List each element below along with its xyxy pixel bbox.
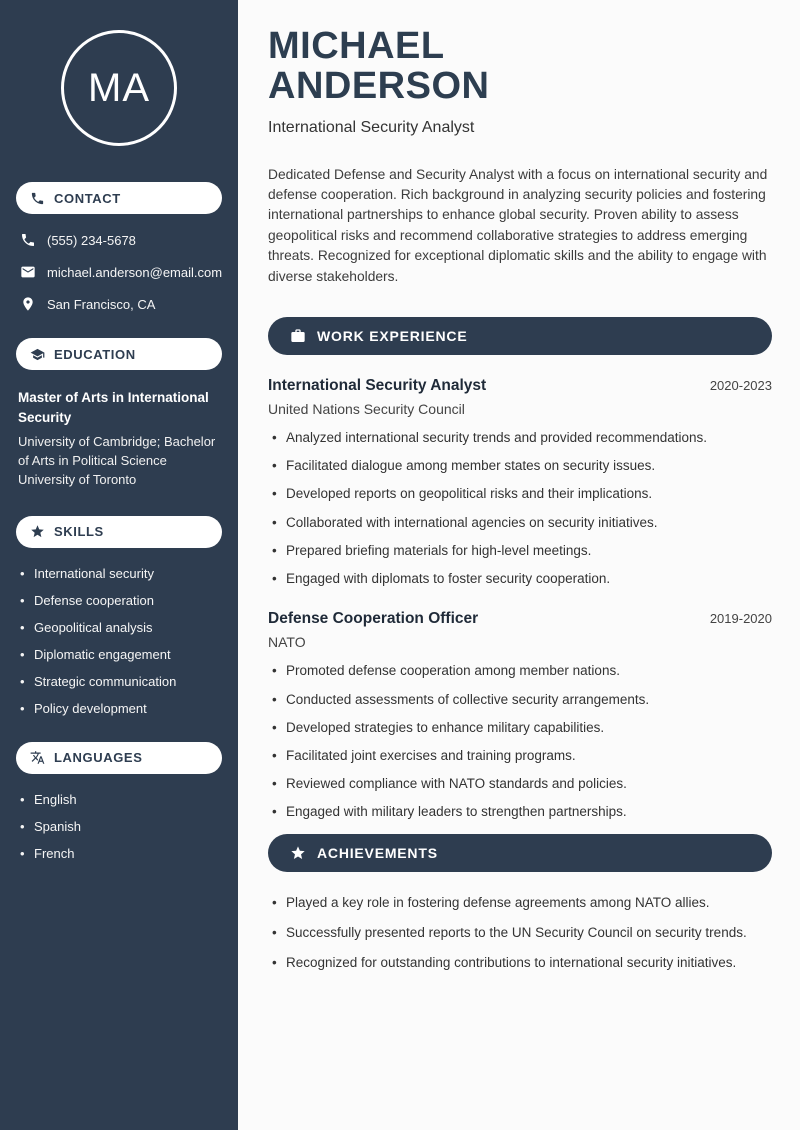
candidate-title: International Security Analyst xyxy=(268,118,475,136)
achievement-item: • Successfully presented reports to the UN Security Council on security trends. xyxy=(270,924,772,942)
skills-section-title: SKILLS xyxy=(54,524,104,540)
job-bullet: • Engaged with military leaders to strengthen partnerships. xyxy=(270,803,772,821)
education-school: University of Toronto xyxy=(18,471,137,487)
contact-phone-value: (555) 234-5678 xyxy=(47,232,136,248)
translate-icon xyxy=(30,750,45,765)
languages-section-title: LANGUAGES xyxy=(54,750,143,766)
education-degree: Master of Arts in International Security xyxy=(18,390,209,425)
job-bullet-list xyxy=(270,662,772,821)
work-experience-title: WORK EXPERIENCE xyxy=(317,327,468,344)
job-role: International Security Analyst xyxy=(268,376,487,394)
education-block xyxy=(18,388,222,490)
candidate-name-line2: ANDERSON xyxy=(268,65,490,108)
job-company: United Nations Security Council xyxy=(268,400,465,417)
language-item: • French xyxy=(20,846,222,861)
job-role: Defense Cooperation Officer xyxy=(268,610,479,628)
skills-section-header xyxy=(16,516,222,548)
phone-icon xyxy=(30,191,45,206)
job-dates: 2019-2020 xyxy=(709,611,772,627)
job-bullet: • Engaged with diplomats to foster security cooperation. xyxy=(270,570,772,588)
skills-list xyxy=(20,566,222,716)
achievement-item: • Played a key role in fostering defense agreements among NATO allies. xyxy=(270,894,772,912)
achievements-title: ACHIEVEMENTS xyxy=(317,844,438,861)
skill-item: • Geopolitical analysis xyxy=(20,620,222,635)
location-pin-icon xyxy=(20,296,36,312)
job-bullet-list xyxy=(270,429,772,588)
job-header xyxy=(268,610,772,628)
job-company: NATO xyxy=(268,634,306,651)
work-experience-header xyxy=(268,317,772,355)
education-section-title: EDUCATION xyxy=(54,346,136,362)
skill-item: • Strategic communication xyxy=(20,674,222,689)
job-bullet: • Facilitated dialogue among member states on security issues. xyxy=(270,457,772,475)
job-bullet: • Analyzed international security trends and provided recommendations. xyxy=(270,429,772,447)
skill-item: • International security xyxy=(20,566,222,581)
job-entry xyxy=(268,610,772,821)
job-entry xyxy=(268,377,772,588)
candidate-name-line1: MICHAEL xyxy=(268,25,445,67)
avatar xyxy=(61,30,177,146)
summary-paragraph: Dedicated Defense and Security Analyst with a focus on international security and defense cooperation. Rich background in analyzing security policies and fostering international partnerships to enhance global security. Proven ability to assess geopolitical risks and recommend collaborative strategies to address emerging threats. Recognized for exceptional diplomatic skills and the ability to engage with diverse stakeholders. xyxy=(268,166,768,284)
contact-phone xyxy=(20,232,222,248)
sidebar xyxy=(0,0,238,1130)
achievements-list xyxy=(270,894,772,973)
job-bullet: • Collaborated with international agencies on security initiatives. xyxy=(270,514,772,532)
job-bullet: • Reviewed compliance with NATO standards and policies. xyxy=(270,775,772,793)
education-section-header xyxy=(16,338,222,370)
job-header xyxy=(268,377,772,395)
skill-item: • Policy development xyxy=(20,701,222,716)
skill-item: • Diplomatic engagement xyxy=(20,647,222,662)
main-content xyxy=(238,0,800,1130)
mail-icon xyxy=(20,264,36,280)
star-icon xyxy=(30,524,45,539)
briefcase-icon xyxy=(290,328,306,344)
job-bullet: • Conducted assessments of collective security arrangements. xyxy=(270,691,772,709)
contact-location-value: San Francisco, CA xyxy=(47,296,156,312)
language-item: • English xyxy=(20,792,222,807)
star-icon xyxy=(290,845,306,861)
achievements-header xyxy=(268,834,772,872)
graduation-cap-icon xyxy=(30,347,45,362)
languages-section-header xyxy=(16,742,222,774)
education-school: University of Cambridge; Bachelor of Arts in Political Science xyxy=(18,434,216,468)
skill-item: • Defense cooperation xyxy=(20,593,222,608)
candidate-name xyxy=(268,26,772,107)
job-bullet: • Developed reports on geopolitical risks and their implications. xyxy=(270,485,772,503)
phone-icon xyxy=(20,232,36,248)
languages-list xyxy=(20,792,222,861)
job-bullet: • Facilitated joint exercises and training programs. xyxy=(270,747,772,765)
contact-section-header xyxy=(16,182,222,214)
job-bullet: • Promoted defense cooperation among member nations. xyxy=(270,662,772,680)
job-bullet: • Developed strategies to enhance military capabilities. xyxy=(270,719,772,737)
contact-email xyxy=(20,264,222,280)
achievement-item: • Recognized for outstanding contributions to international security initiatives. xyxy=(270,954,772,972)
contact-location xyxy=(20,296,222,312)
avatar-initials: MA xyxy=(88,65,150,110)
contact-section-title: CONTACT xyxy=(54,190,121,206)
contact-email-value: michael.anderson@email.com xyxy=(47,264,223,280)
job-dates: 2020-2023 xyxy=(709,377,772,393)
job-bullet: • Prepared briefing materials for high-level meetings. xyxy=(270,542,772,560)
language-item: • Spanish xyxy=(20,819,222,834)
